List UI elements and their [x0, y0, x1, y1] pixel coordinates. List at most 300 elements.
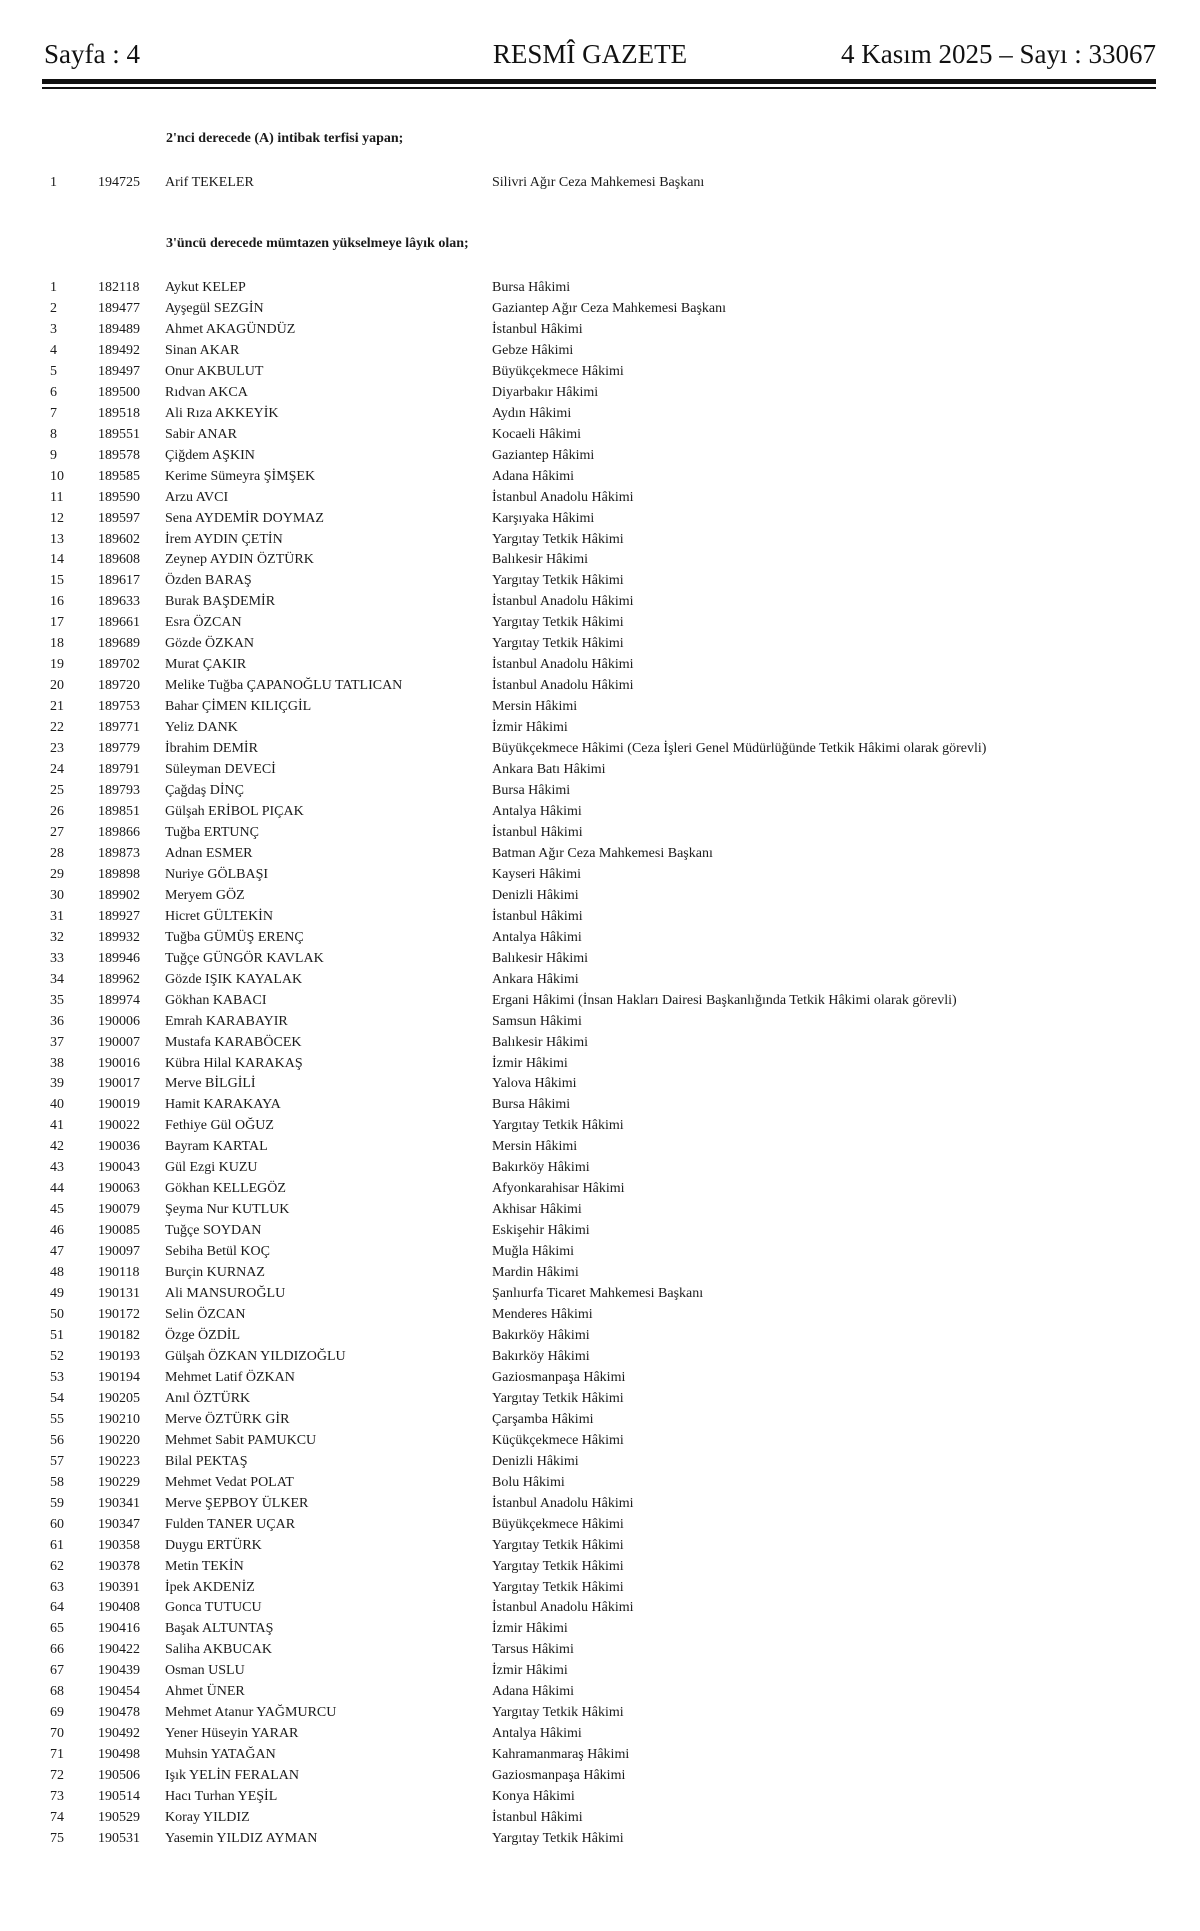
list-row: [0, 1681, 1200, 1702]
row-number: 73: [50, 1789, 64, 1805]
person-name: Çiğdem AŞKIN: [165, 447, 255, 463]
list-row: [0, 1577, 1200, 1598]
position-title: Balıkesir Hâkimi: [492, 552, 589, 568]
registry-number: 190454: [98, 1684, 140, 1700]
person-name: Onur AKBULUT: [165, 363, 264, 379]
position-title: Balıkesir Hâkimi: [492, 950, 589, 966]
row-number: 25: [50, 783, 64, 799]
registry-number: 189489: [98, 321, 140, 337]
list-row: [0, 612, 1200, 633]
list-row: [0, 1032, 1200, 1053]
registry-number: 190097: [98, 1244, 140, 1260]
list-row: [0, 1241, 1200, 1262]
row-number: 74: [50, 1810, 64, 1826]
registry-number: 189500: [98, 384, 140, 400]
person-name: Mehmet Sabit PAMUKCU: [165, 1432, 317, 1448]
person-name: Şeyma Nur KUTLUK: [165, 1202, 290, 1218]
row-number: 39: [50, 1076, 64, 1092]
list-row: [0, 277, 1200, 298]
row-number: 40: [50, 1097, 64, 1113]
list-row: [0, 445, 1200, 466]
row-number: 41: [50, 1118, 64, 1134]
person-name: İbrahim DEMİR: [165, 741, 258, 757]
row-number: 54: [50, 1390, 64, 1406]
registry-number: 190022: [98, 1118, 140, 1134]
person-name: Osman USLU: [165, 1663, 245, 1679]
position-title: Karşıyaka Hâkimi: [492, 510, 595, 526]
person-name: Ahmet ÜNER: [165, 1684, 245, 1700]
list-row: [0, 1744, 1200, 1765]
list-row: [0, 1262, 1200, 1283]
position-title: Silivri Ağır Ceza Mahkemesi Başkanı: [492, 175, 705, 190]
registry-number: 190506: [98, 1768, 140, 1784]
registry-number: 190229: [98, 1474, 140, 1490]
position-title: Gebze Hâkimi: [492, 342, 574, 358]
person-name: Murat ÇAKIR: [165, 657, 247, 673]
row-number: 68: [50, 1684, 64, 1700]
row-number: 55: [50, 1411, 64, 1427]
position-title: İzmir Hâkimi: [492, 720, 568, 736]
header-rule-thin: [42, 87, 1156, 89]
position-title: Küçükçekmece Hâkimi: [492, 1432, 624, 1448]
row-number: 38: [50, 1055, 64, 1071]
row-number: 4: [50, 342, 57, 358]
position-title: Büyükçekmece Hâkimi: [492, 1516, 624, 1532]
row-number: 3: [50, 321, 57, 337]
list-row: [0, 361, 1200, 382]
person-name: Özden BARAŞ: [165, 573, 252, 589]
row-number: 64: [50, 1600, 64, 1616]
row-number: 27: [50, 824, 64, 840]
position-title: Yargıtay Tetkik Hâkimi: [492, 636, 624, 652]
registry-number: 189585: [98, 468, 140, 484]
position-title: Afyonkarahisar Hâkimi: [492, 1181, 625, 1197]
position-title: Ankara Hâkimi: [492, 971, 579, 987]
position-title: İstanbul Anadolu Hâkimi: [492, 1495, 634, 1511]
list-row: [0, 717, 1200, 738]
list-row: [0, 1765, 1200, 1786]
registry-number: 190378: [98, 1558, 140, 1574]
list-row: [0, 403, 1200, 424]
row-number: 46: [50, 1223, 64, 1239]
registry-number: 190492: [98, 1726, 140, 1742]
row-number: 5: [50, 363, 57, 379]
list-row: [0, 990, 1200, 1011]
list-row: [0, 1409, 1200, 1430]
list-row: [0, 487, 1200, 508]
list-row: [0, 172, 1200, 193]
list-row: [0, 1283, 1200, 1304]
position-title: İstanbul Hâkimi: [492, 1810, 583, 1826]
list-row: [0, 1514, 1200, 1535]
list-row: [0, 508, 1200, 529]
row-number: 53: [50, 1369, 64, 1385]
row-number: 14: [50, 552, 64, 568]
position-title: Mersin Hâkimi: [492, 1139, 578, 1155]
registry-number: 189689: [98, 636, 140, 652]
row-number: 8: [50, 426, 57, 442]
row-number: 24: [50, 762, 64, 778]
person-name: Gülşah ERİBOL PIÇAK: [165, 804, 304, 819]
position-title: Akhisar Hâkimi: [492, 1202, 582, 1218]
position-title: Konya Hâkimi: [492, 1789, 575, 1805]
person-name: Ahmet AKAGÜNDÜZ: [165, 321, 296, 337]
position-title: Ergani Hâkimi (İnsan Hakları Dairesi Başkanlığında Tetkik Hâkimi olarak görevli): [492, 992, 957, 1008]
registry-number: 190391: [98, 1579, 140, 1595]
row-number: 67: [50, 1663, 64, 1679]
registry-number: 189932: [98, 929, 140, 945]
person-name: Tuğçe GÜNGÖR KAVLAK: [165, 950, 324, 966]
person-name: Bilal PEKTAŞ: [165, 1453, 248, 1469]
registry-number: 190036: [98, 1139, 140, 1155]
person-name: Koray YILDIZ: [165, 1810, 250, 1826]
person-name: Aykut KELEP: [165, 280, 246, 295]
section-title: 2'nci derecede (A) intibak terfisi yapan;: [166, 131, 404, 146]
position-title: İzmir Hâkimi: [492, 1621, 568, 1637]
person-name: Nuriye GÖLBAŞI: [165, 866, 269, 882]
person-name: Rıdvan AKCA: [165, 384, 248, 400]
registry-number: 189633: [98, 594, 140, 610]
list-row: [0, 759, 1200, 780]
position-title: Bakırköy Hâkimi: [492, 1160, 590, 1176]
row-number: 66: [50, 1642, 64, 1658]
position-title: Bursa Hâkimi: [492, 280, 571, 295]
row-number: 56: [50, 1432, 64, 1448]
person-name: Bayram KARTAL: [165, 1139, 268, 1155]
person-name: Özge ÖZDİL: [165, 1328, 241, 1343]
person-name: Melike Tuğba ÇAPANOĞLU TATLICAN: [165, 678, 403, 694]
position-title: İstanbul Hâkimi: [492, 908, 583, 924]
row-number: 13: [50, 531, 64, 547]
list-row: [0, 654, 1200, 675]
person-name: Sena AYDEMİR DOYMAZ: [165, 510, 324, 526]
row-number: 47: [50, 1244, 64, 1260]
position-title: Yargıtay Tetkik Hâkimi: [492, 1579, 624, 1595]
registry-number: 189597: [98, 510, 140, 526]
position-title: İstanbul Anadolu Hâkimi: [492, 1600, 634, 1616]
person-name: Saliha AKBUCAK: [165, 1642, 272, 1658]
position-title: Antalya Hâkimi: [492, 1726, 582, 1742]
row-number: 6: [50, 384, 57, 400]
registry-number: 190006: [98, 1013, 140, 1029]
gazette-title: RESMÎ GAZETE: [492, 39, 688, 69]
person-name: Gonca TUTUCU: [165, 1600, 262, 1616]
row-number: 45: [50, 1202, 64, 1218]
registry-number: 190422: [98, 1642, 140, 1658]
registry-number: 189617: [98, 573, 140, 589]
person-name: Esra ÖZCAN: [165, 615, 242, 631]
row-number: 12: [50, 510, 64, 526]
person-name: Arzu AVCI: [165, 489, 229, 505]
list-row: [0, 1304, 1200, 1325]
list-row: [0, 906, 1200, 927]
registry-number: 190498: [98, 1747, 140, 1763]
registry-number: 189551: [98, 426, 140, 442]
position-title: Diyarbakır Hâkimi: [492, 384, 599, 400]
person-name: Gökhan KELLEGÖZ: [165, 1181, 286, 1197]
row-number: 48: [50, 1265, 64, 1281]
position-title: Yargıtay Tetkik Hâkimi: [492, 1705, 624, 1721]
list-row: [0, 1073, 1200, 1094]
registry-number: 190019: [98, 1097, 140, 1113]
position-title: İzmir Hâkimi: [492, 1663, 568, 1679]
position-title: Yargıtay Tetkik Hâkimi: [492, 615, 624, 631]
person-name: Tuğçe SOYDAN: [165, 1223, 262, 1239]
person-name: Kübra Hilal KARAKAŞ: [165, 1055, 303, 1071]
list-row: [0, 843, 1200, 864]
person-name: Işık YELİN FERALAN: [165, 1768, 300, 1784]
position-title: Bakırköy Hâkimi: [492, 1348, 590, 1364]
list-row: [0, 1828, 1200, 1849]
row-number: 2: [50, 300, 57, 316]
position-title: Büyükçekmece Hâkimi: [492, 363, 624, 379]
list-row: [0, 1388, 1200, 1409]
registry-number: 190408: [98, 1600, 140, 1616]
person-name: Burak BAŞDEMİR: [165, 594, 276, 610]
list-row: [0, 570, 1200, 591]
position-title: Yalova Hâkimi: [492, 1076, 577, 1092]
row-number: 16: [50, 594, 64, 610]
row-number: 50: [50, 1307, 64, 1323]
row-number: 36: [50, 1013, 64, 1029]
position-title: İstanbul Hâkimi: [492, 321, 583, 337]
position-title: Kahramanmaraş Hâkimi: [492, 1747, 630, 1763]
row-number: 21: [50, 699, 64, 715]
registry-number: 189608: [98, 552, 140, 568]
registry-number: 189974: [98, 992, 140, 1008]
person-name: Meryem GÖZ: [165, 887, 245, 903]
person-name: Gözde ÖZKAN: [165, 636, 255, 652]
person-name: Ali MANSUROĞLU: [165, 1286, 286, 1302]
position-title: Bakırköy Hâkimi: [492, 1328, 590, 1343]
list-row: [0, 927, 1200, 948]
person-name: Sinan AKAR: [165, 342, 240, 358]
registry-number: 189866: [98, 824, 140, 840]
row-number: 51: [50, 1328, 64, 1343]
position-title: Kocaeli Hâkimi: [492, 426, 582, 442]
list-row: [0, 1136, 1200, 1157]
position-title: İstanbul Anadolu Hâkimi: [492, 678, 634, 694]
person-name: Gökhan KABACI: [165, 992, 267, 1008]
list-row: [0, 1367, 1200, 1388]
row-number: 30: [50, 887, 64, 903]
position-title: Şanlıurfa Ticaret Mahkemesi Başkanı: [492, 1286, 704, 1302]
row-number: 1: [50, 280, 57, 295]
row-number: 9: [50, 447, 57, 463]
position-title: Adana Hâkimi: [492, 1684, 575, 1700]
person-name: Emrah KARABAYIR: [165, 1013, 288, 1029]
page-number: Sayfa : 4: [44, 39, 140, 69]
person-name: Çağdaş DİNÇ: [165, 783, 244, 799]
row-number: 43: [50, 1160, 64, 1176]
list-row: [0, 591, 1200, 612]
person-name: Burçin KURNAZ: [165, 1265, 265, 1281]
registry-number: 190063: [98, 1181, 140, 1197]
list-row: [0, 822, 1200, 843]
position-title: Balıkesir Hâkimi: [492, 1034, 589, 1050]
position-title: İstanbul Anadolu Hâkimi: [492, 594, 634, 610]
registry-number: 189720: [98, 678, 140, 694]
registry-number: 189590: [98, 489, 140, 505]
row-number: 11: [50, 489, 64, 505]
list-row: [0, 424, 1200, 445]
registry-number: 190016: [98, 1055, 140, 1071]
position-title: Mersin Hâkimi: [492, 699, 578, 715]
position-title: Batman Ağır Ceza Mahkemesi Başkanı: [492, 845, 713, 861]
list-row: [0, 1807, 1200, 1828]
registry-number: 190007: [98, 1034, 140, 1050]
position-title: İstanbul Hâkimi: [492, 824, 583, 840]
person-name: Yeliz DANK: [165, 720, 238, 736]
person-name: İrem AYDIN ÇETİN: [165, 531, 283, 547]
position-title: Bursa Hâkimi: [492, 783, 571, 799]
person-name: Gül Ezgi KUZU: [165, 1160, 258, 1176]
row-number: 57: [50, 1453, 64, 1469]
row-number: 71: [50, 1747, 64, 1763]
person-name: Selin ÖZCAN: [165, 1307, 246, 1323]
person-name: Merve BİLGİLİ: [165, 1076, 256, 1092]
list-row: [0, 1597, 1200, 1618]
list-row: [0, 864, 1200, 885]
row-number: 33: [50, 950, 64, 966]
person-name: Muhsin YATAĞAN: [165, 1747, 276, 1763]
list-row: [0, 1786, 1200, 1807]
position-title: Yargıtay Tetkik Hâkimi: [492, 1831, 624, 1847]
row-number: 49: [50, 1286, 64, 1302]
list-row: [0, 1702, 1200, 1723]
position-title: Gaziantep Hâkimi: [492, 447, 595, 463]
list-row: [0, 1094, 1200, 1115]
registry-number: 190341: [98, 1495, 140, 1511]
position-title: Mardin Hâkimi: [492, 1265, 579, 1281]
position-title: İstanbul Anadolu Hâkimi: [492, 489, 634, 505]
list-row: [0, 1556, 1200, 1577]
position-title: Çarşamba Hâkimi: [492, 1411, 594, 1427]
list-row: [0, 738, 1200, 759]
person-name: Fulden TANER UÇAR: [165, 1516, 296, 1532]
row-number: 7: [50, 405, 57, 421]
list-row: [0, 1053, 1200, 1074]
list-row: [0, 1451, 1200, 1472]
registry-number: 190085: [98, 1223, 140, 1239]
registry-number: 189927: [98, 908, 140, 924]
person-name: Hamit KARAKAYA: [165, 1097, 281, 1113]
list-row: [0, 1472, 1200, 1493]
position-title: Antalya Hâkimi: [492, 929, 582, 945]
list-row: [0, 969, 1200, 990]
row-number: 37: [50, 1034, 64, 1050]
registry-number: 190194: [98, 1369, 140, 1385]
registry-number: 189477: [98, 300, 140, 316]
person-name: Arif TEKELER: [165, 175, 254, 190]
position-title: Büyükçekmece Hâkimi (Ceza İşleri Genel Müdürlüğünde Tetkik Hâkimi olarak görevli): [492, 741, 987, 757]
registry-number: 189898: [98, 866, 140, 882]
section-title: 3'üncü derecede mümtazen yükselmeye lâyık olan;: [166, 236, 469, 251]
registry-number: 190193: [98, 1348, 140, 1364]
person-name: Mehmet Latif ÖZKAN: [165, 1369, 295, 1385]
person-name: Mehmet Atanur YAĞMURCU: [165, 1705, 337, 1721]
person-name: Merve ŞEPBOY ÜLKER: [165, 1495, 309, 1511]
registry-number: 190205: [98, 1390, 140, 1406]
person-name: Gözde IŞIK KAYALAK: [165, 971, 303, 987]
registry-number: 190172: [98, 1307, 140, 1323]
row-number: 31: [50, 908, 64, 924]
person-name: Fethiye Gül OĞUZ: [165, 1118, 274, 1134]
list-row: [0, 801, 1200, 822]
position-title: Denizli Hâkimi: [492, 887, 579, 903]
person-name: Kerime Sümeyra ŞİMŞEK: [165, 468, 316, 484]
row-number: 60: [50, 1516, 64, 1532]
position-title: Yargıtay Tetkik Hâkimi: [492, 531, 624, 547]
registry-number: 190347: [98, 1516, 140, 1532]
list-row: [0, 1199, 1200, 1220]
row-number: 18: [50, 636, 64, 652]
position-title: Muğla Hâkimi: [492, 1244, 575, 1260]
position-title: Kayseri Hâkimi: [492, 866, 582, 882]
list-row: [0, 1115, 1200, 1136]
registry-number: 190514: [98, 1789, 140, 1805]
header-rule-thick: [42, 79, 1156, 84]
position-title: Menderes Hâkimi: [492, 1307, 593, 1323]
list-row: [0, 340, 1200, 361]
list-row: [0, 1493, 1200, 1514]
position-title: Bolu Hâkimi: [492, 1474, 565, 1490]
row-number: 32: [50, 929, 64, 945]
registry-number: 190017: [98, 1076, 140, 1092]
list-row: [0, 549, 1200, 570]
position-title: Gaziosmanpaşa Hâkimi: [492, 1369, 626, 1385]
position-title: Aydın Hâkimi: [492, 405, 572, 421]
position-title: Bursa Hâkimi: [492, 1097, 571, 1113]
registry-number: 190118: [98, 1265, 140, 1281]
registry-number: 189702: [98, 657, 140, 673]
registry-number: 190358: [98, 1537, 140, 1553]
registry-number: 190416: [98, 1621, 140, 1637]
row-number: 75: [50, 1831, 64, 1847]
row-number: 58: [50, 1474, 64, 1490]
list-row: [0, 1178, 1200, 1199]
position-title: Samsun Hâkimi: [492, 1013, 582, 1029]
list-row: [0, 1618, 1200, 1639]
person-name: Duygu ERTÜRK: [165, 1537, 262, 1553]
registry-number: 189902: [98, 887, 140, 903]
position-title: Gaziantep Ağır Ceza Mahkemesi Başkanı: [492, 300, 727, 316]
registry-number: 190220: [98, 1432, 140, 1448]
person-name: Zeynep AYDIN ÖZTÜRK: [165, 552, 314, 568]
row-number: 59: [50, 1495, 64, 1511]
person-name: Adnan ESMER: [165, 845, 253, 861]
registry-number: 189578: [98, 447, 140, 463]
person-name: Yener Hüseyin YARAR: [165, 1726, 299, 1742]
row-number: 26: [50, 804, 64, 819]
row-number: 35: [50, 992, 64, 1008]
position-title: Denizli Hâkimi: [492, 1453, 579, 1469]
registry-number: 190182: [98, 1328, 140, 1343]
row-number: 10: [50, 468, 64, 484]
row-number: 63: [50, 1579, 64, 1595]
row-number: 42: [50, 1139, 64, 1155]
list-row: [0, 466, 1200, 487]
list-row: [0, 529, 1200, 550]
person-name: Merve ÖZTÜRK GİR: [165, 1411, 290, 1427]
person-name: Metin TEKİN: [165, 1558, 244, 1574]
person-name: Yasemin YILDIZ AYMAN: [165, 1831, 318, 1847]
row-number: 69: [50, 1705, 64, 1721]
registry-number: 189962: [98, 971, 140, 987]
list-row: [0, 1157, 1200, 1178]
list-row: [0, 780, 1200, 801]
row-number: 34: [50, 971, 64, 987]
